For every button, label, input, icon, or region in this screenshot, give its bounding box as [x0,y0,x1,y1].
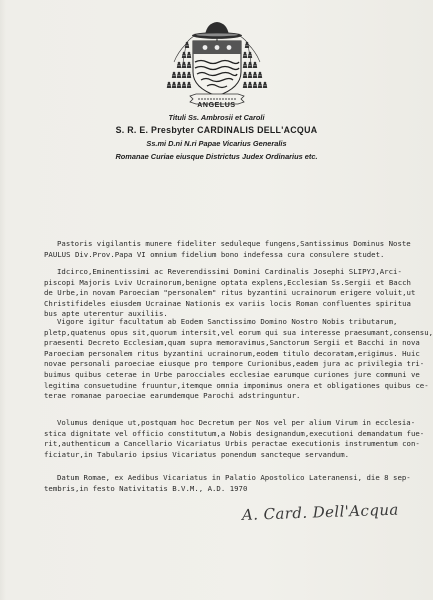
body-line: Christifideles eiusdem Ucrainae Nationis ex variis locis Roman confluentes spiritua [44,298,411,308]
body-line: Vigore igitur facultatum ab Eodem Sanctissimo Domino Nostro Nobis tributarum, [57,317,398,326]
header-titulus: Tituli Ss. Ambrosii et Caroli [168,113,265,122]
body-line: praesenti Decreto Ecclesiam,quam supra memoravimus,Sanctorum Sergii et Bacchi in nova [44,338,420,348]
body-line: PAULUS Div.Prov.Papa VI omnium fidelium bono indefessa cura consulere studet. [44,249,385,259]
header-cardinal: S. R. E. Presbyter CARDINALIS DELL'ACQUA [115,125,318,135]
paragraph-2 [44,267,433,320]
header-office: Ss.mi D.ni N.ri Papae Vicarius Generalis [146,139,287,148]
body-line: de Urbe,in novam Paroeciam "personalem" ritus byzantini ucrainorum erigere voluit,ut [44,288,416,298]
body-line: novae personali paroeciae eiusque pro tempore Curionibus,eadem jura ac privilegia tri- [44,359,425,369]
body-line: bus apte uterentur auxiliis. [44,309,168,319]
body-line: tembris,in festo Nativitatis B.V.M., A.D. 1970 [44,483,248,493]
body-line: stica dignitate vel officio constitutum,a Nobis designandum,executioni demandatum fue- [44,428,425,438]
body-line: Pastoris vigilantis munere fideliter seduleque fungens,Santissimus Dominus Noste [57,239,411,248]
body-line: rit,authenticum a Cancellario Vicariatus Urbis peractae executionis instrumentum con- [44,439,420,449]
cardinal-coat-of-arms-icon [160,18,274,106]
paragraph-1 [44,239,433,260]
body-line: buimus quibus ceterae in Urbe parocciales ecclesiae earumque curiones jure communi ve [44,369,420,379]
body-line: ficiatur,in Tabulario ipsius Vicariatus ponendum sancteque servandum. [44,449,350,459]
body-line: Idcirco,Eminentissimi ac Reverendissimi Domini Cardinalis Josephi SLIPYJ,Arci- [57,267,402,276]
header-jurisdiction: Romanae Curiae eiusque Districtus Judex Ordinarius etc. [115,152,318,161]
body-line: Paroeciam personalem ritus byzantini ucrainorum,eodem titulo decoratam,erigimus. Huic [44,348,420,358]
header-name: ANGELUS [197,102,236,109]
body-line: pletp,quatenus opus sit,quorum intersit,vel eorum qui sua interesse praesumant,consensu, [44,327,433,337]
signature: A. Card. Dell'Acqua [241,500,399,524]
body-line: Volumus denique ut,postquam hoc Decretum per Nos vel per alium Virum in ecclesia- [57,418,416,427]
body-line: terae romanae paroeciae earumdemque Parochi adstringuntur. [44,391,301,401]
body-line: legitima consuetudine fruuntur,itemque omnia impomimus onera et obligationes quibus ce- [44,380,429,390]
body-line: Datum Romae, ex Aedibus Vicariatus in Palatio Apostolico Lateranensi, die 8 sep- [57,473,411,482]
paragraph-5 [44,473,433,494]
body-line: piscopi Majoris Lviv Ucrainorum,benigne optata explens,Ecclesiam Ss.Sergii et Bacch [44,277,411,287]
paragraph-3 [44,317,433,402]
paragraph-4 [44,418,433,460]
